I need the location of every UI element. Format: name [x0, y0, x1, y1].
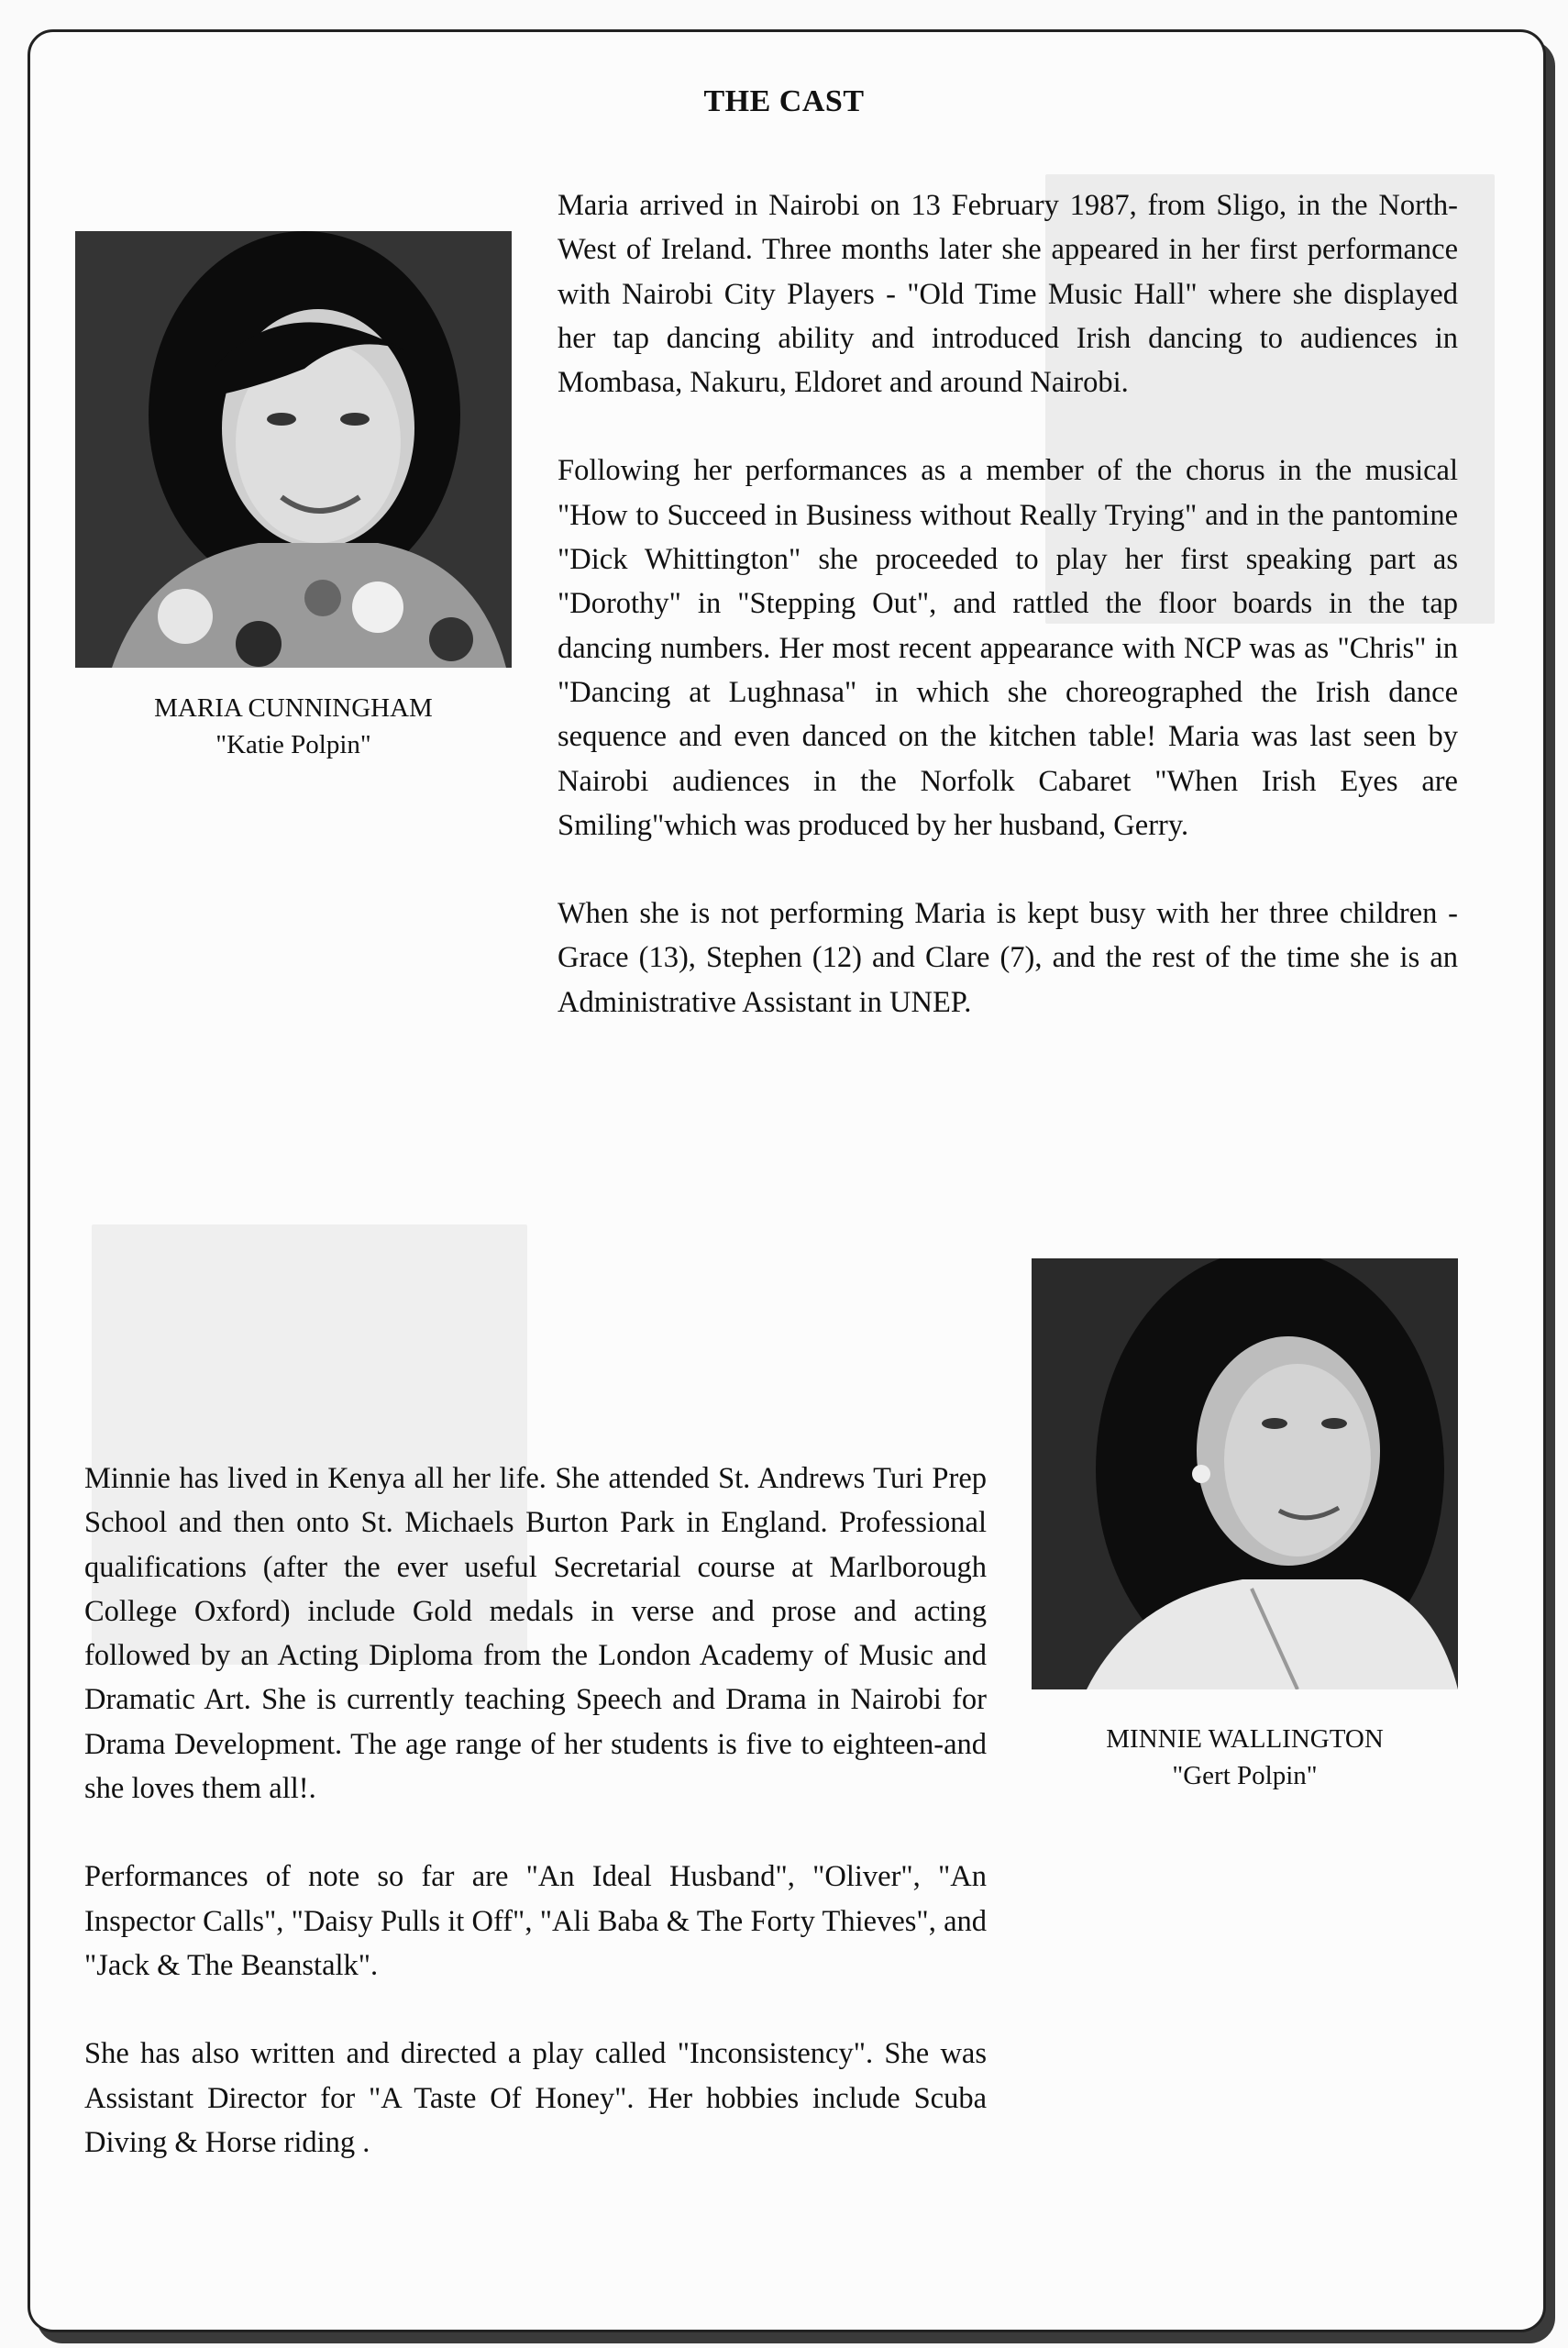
- maria-cunningham-photo: [75, 231, 512, 668]
- maria-bio-paragraph: Following her performances as a member of the chorus in the musical "How to Succeed in Business without Really Trying" and in the pantomine "Dick Whittington" she proceeded to play her first speaking part as "Dorothy" in "Stepping Out", and rattled the floor boards in the tap dancing numbers. Her most recent appearance with NCP was as "Chris" in "Dancing at Lughnasa" in which she choreographed the Irish dance sequence and even danced on the kitchen table! Maria was last seen by Nairobi audiences in the Norfolk Cabaret "When Irish Eyes are Smiling"which was produced by her husband, Gerry.: [558, 454, 1458, 842]
- minnie-role: "Gert Polpin": [1172, 1761, 1318, 1790]
- minnie-caption: [1032, 1721, 1458, 1794]
- minnie-bio-paragraph: Performances of note so far are "An Ideal Husband", "Oliver", "An Inspector Calls", "Daisy Pulls it Off", "Ali Baba & The Forty Thieves", and "Jack & The Beanstalk".: [84, 1860, 987, 1982]
- minnie-name: MINNIE WALLINGTON: [1106, 1724, 1384, 1754]
- maria-role: "Katie Polpin": [215, 730, 371, 759]
- page-title: THE CAST: [703, 84, 865, 118]
- maria-caption: [75, 690, 512, 763]
- maria-bio-paragraph: When she is not performing Maria is kept busy with her three children - Grace (13), Stephen (12) and Clare (7), and the rest of the time she is an Administrative Assistant in UNEP.: [558, 897, 1458, 1019]
- maria-name: MARIA CUNNINGHAM: [154, 693, 433, 723]
- minnie-bio: [84, 1456, 987, 2209]
- maria-bio-paragraph: Maria arrived in Nairobi on 13 February 1987, from Sligo, in the North-West of Ireland. Three months later she appeared in her first performance with Nairobi City Players - "Old Time Music Hall" where she displayed her tap dancing ability and introduced Irish dancing to audiences in Mombasa, Nakuru, Eldoret and around Nairobi.: [558, 189, 1458, 400]
- minnie-bio-paragraph: She has also written and directed a play called "Inconsistency". She was Assistant Director for "A Taste Of Honey". Her hobbies include Scuba Diving & Horse riding .: [84, 2037, 987, 2159]
- minnie-wallington-photo: [1032, 1258, 1458, 1689]
- maria-bio: [558, 183, 1458, 1069]
- minnie-bio-paragraph: Minnie has lived in Kenya all her life. She attended St. Andrews Turi Prep School and then onto St. Michaels Burton Park in England. Professional qualifications (after the ever useful Secretarial course at Marlborough College Oxford) include Gold medals in verse and prose and acting followed by an Acting Diploma from the London Academy of Music and Dramatic Art. She is currently teaching Speech and Drama in Nairobi for Drama Development. The age range of her students is five to eighteen-and she loves them all!.: [84, 1462, 987, 1806]
